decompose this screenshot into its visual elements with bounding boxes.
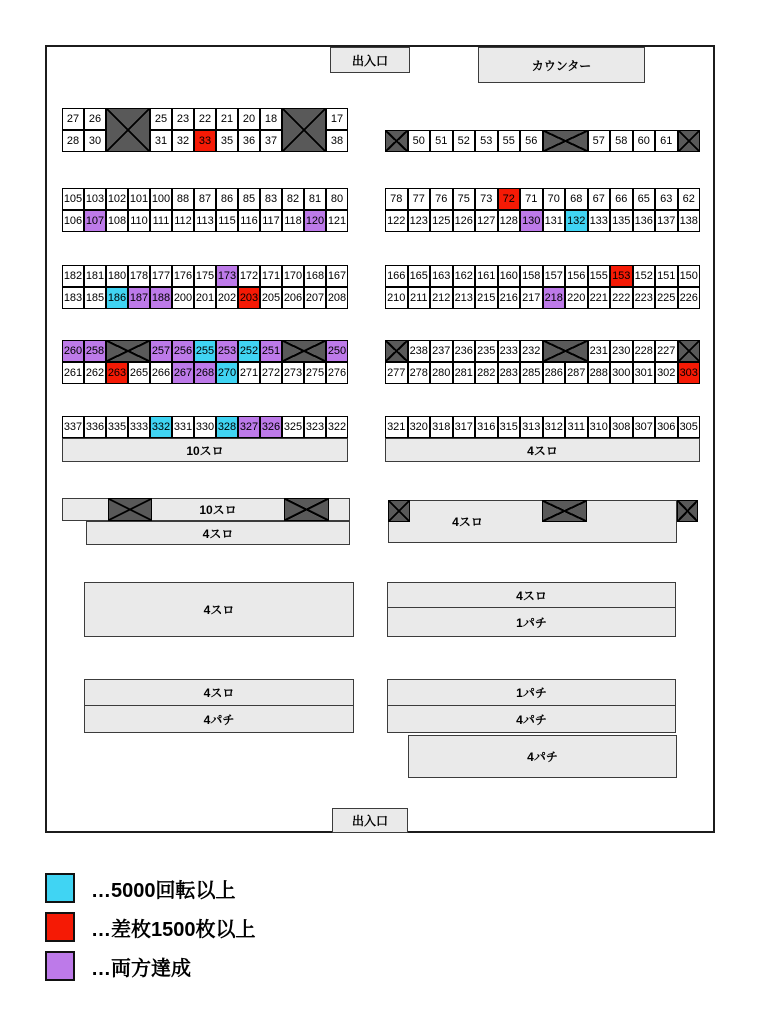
blocked-seat (543, 130, 588, 152)
seat-161: 161 (475, 265, 498, 287)
seat-52: 52 (453, 130, 476, 152)
seat-281: 281 (453, 362, 476, 384)
entrance-top (330, 47, 410, 73)
seat-331: 331 (172, 416, 194, 438)
seat-156: 156 (565, 265, 588, 287)
seat-110: 110 (128, 210, 150, 232)
seat-320: 320 (408, 416, 431, 438)
seat-37: 37 (260, 130, 282, 152)
seat-86: 86 (216, 188, 238, 210)
band-4slot-lower-right-label: 4スロ (516, 588, 547, 603)
seat-318: 318 (430, 416, 453, 438)
seat-18: 18 (260, 108, 282, 130)
seat-150: 150 (678, 265, 701, 287)
seat-80: 80 (326, 188, 348, 210)
seat-220: 220 (565, 287, 588, 309)
seat-102: 102 (106, 188, 128, 210)
seat-316: 316 (475, 416, 498, 438)
seat-158: 158 (520, 265, 543, 287)
band-4pachi-lower2-right-label: 4パチ (516, 712, 547, 727)
seat-227: 227 (655, 340, 678, 362)
seat-221: 221 (588, 287, 611, 309)
seat-31: 31 (150, 130, 172, 152)
seat-63: 63 (655, 188, 678, 210)
seat-213: 213 (453, 287, 476, 309)
seat-305: 305 (678, 416, 701, 438)
seat-170: 170 (282, 265, 304, 287)
band-4pachi-bottom (408, 735, 677, 778)
band-4slot-row5-right (385, 438, 700, 462)
seat-250: 250 (326, 340, 348, 362)
seat-207: 207 (304, 287, 326, 309)
seat-132: 132 (565, 210, 588, 232)
seat-280: 280 (430, 362, 453, 384)
seat-263: 263 (106, 362, 128, 384)
seat-205: 205 (260, 287, 282, 309)
band-1pachi-lower-right (387, 607, 676, 637)
seat-127: 127 (475, 210, 498, 232)
seat-167: 167 (326, 265, 348, 287)
seat-113: 113 (194, 210, 216, 232)
legend-label: …5000回転以上 (91, 879, 236, 902)
band-4slot-mid-left (86, 521, 350, 545)
seat-120: 120 (304, 210, 326, 232)
seat-72: 72 (498, 188, 521, 210)
seat-258: 258 (84, 340, 106, 362)
seat-188: 188 (150, 287, 172, 309)
seat-172: 172 (238, 265, 260, 287)
counter (478, 47, 645, 83)
band-1pachi-lower2-right (387, 679, 676, 706)
entrance-bottom-label: 出入口 (351, 814, 388, 828)
seat-152: 152 (633, 265, 656, 287)
seat-286: 286 (543, 362, 566, 384)
seat-310: 310 (588, 416, 611, 438)
seat-22: 22 (194, 108, 216, 130)
seat-151: 151 (655, 265, 678, 287)
seat-162: 162 (453, 265, 476, 287)
seat-211: 211 (408, 287, 431, 309)
seat-181: 181 (84, 265, 106, 287)
entrance-top-label: 出入口 (351, 53, 388, 68)
legend-swatch-cyan (45, 873, 75, 903)
seat-328: 328 (216, 416, 238, 438)
blocked-box (388, 500, 410, 522)
seat-178: 178 (128, 265, 150, 287)
entrance-bottom (332, 808, 408, 833)
seat-300: 300 (610, 362, 633, 384)
seat-32: 32 (172, 130, 194, 152)
seat-50: 50 (408, 130, 431, 152)
seat-276: 276 (326, 362, 348, 384)
seat-235: 235 (475, 340, 498, 362)
seat-106: 106 (62, 210, 84, 232)
seat-302: 302 (655, 362, 678, 384)
seat-77: 77 (408, 188, 431, 210)
seat-326: 326 (260, 416, 282, 438)
seat-333: 333 (128, 416, 150, 438)
seat-216: 216 (498, 287, 521, 309)
seat-105: 105 (62, 188, 84, 210)
seat-163: 163 (430, 265, 453, 287)
seat-273: 273 (282, 362, 304, 384)
seat-131: 131 (543, 210, 566, 232)
seat-121: 121 (326, 210, 348, 232)
seat-166: 166 (385, 265, 408, 287)
seat-135: 135 (610, 210, 633, 232)
seat-57: 57 (588, 130, 611, 152)
seat-322: 322 (326, 416, 348, 438)
legend-item-cyan (45, 873, 256, 903)
seat-103: 103 (84, 188, 106, 210)
seat-282: 282 (475, 362, 498, 384)
seat-71: 71 (520, 188, 543, 210)
seat-73: 73 (475, 188, 498, 210)
seat-226: 226 (678, 287, 701, 309)
seat-116: 116 (238, 210, 260, 232)
seat-70: 70 (543, 188, 566, 210)
seat-185: 185 (84, 287, 106, 309)
band-4slot-mid-left-label: 4スロ (202, 526, 234, 541)
seat-315: 315 (498, 416, 521, 438)
seat-303: 303 (678, 362, 701, 384)
seat-255: 255 (194, 340, 216, 362)
legend-label: …差枚1500枚以上 (91, 918, 256, 941)
seat-275: 275 (304, 362, 326, 384)
seat-186: 186 (106, 287, 128, 309)
seat-51: 51 (430, 130, 453, 152)
seat-256: 256 (172, 340, 194, 362)
legend (45, 873, 256, 981)
seat-321: 321 (385, 416, 408, 438)
blocked-seat (543, 340, 588, 362)
seat-61: 61 (655, 130, 678, 152)
seat-183: 183 (62, 287, 84, 309)
seat-117: 117 (260, 210, 282, 232)
band-4slot-lower-left-label: 4スロ (203, 603, 235, 617)
band-10slot-row5-left-label: 10スロ (186, 443, 224, 458)
seat-85: 85 (238, 188, 260, 210)
seat-268: 268 (194, 362, 216, 384)
seat-23: 23 (172, 108, 194, 130)
seat-200: 200 (172, 287, 194, 309)
seat-118: 118 (282, 210, 304, 232)
seat-187: 187 (128, 287, 150, 309)
seat-160: 160 (498, 265, 521, 287)
seat-237: 237 (430, 340, 453, 362)
seat-323: 323 (304, 416, 326, 438)
band-4pachi-bottom-label: 4パチ (527, 750, 558, 764)
seat-265: 265 (128, 362, 150, 384)
seat-88: 88 (172, 188, 194, 210)
seat-137: 137 (655, 210, 678, 232)
seat-81: 81 (304, 188, 326, 210)
seat-111: 111 (150, 210, 172, 232)
seat-232: 232 (520, 340, 543, 362)
seat-157: 157 (543, 265, 566, 287)
seat-215: 215 (475, 287, 498, 309)
seat-317: 317 (453, 416, 476, 438)
band-10slot-mid-left-label: 10スロ (199, 503, 237, 517)
seat-27: 27 (62, 108, 84, 130)
band-10slot-row5-left (62, 438, 348, 462)
seat-228: 228 (633, 340, 656, 362)
seat-126: 126 (453, 210, 476, 232)
seat-236: 236 (453, 340, 476, 362)
blocked-seat (282, 108, 326, 152)
seat-153: 153 (610, 265, 633, 287)
band-1pachi-lower2-right-label: 1パチ (516, 686, 547, 700)
band-4slot-row5-right-label: 4スロ (527, 443, 558, 458)
seat-171: 171 (260, 265, 282, 287)
seat-75: 75 (453, 188, 476, 210)
seat-101: 101 (128, 188, 150, 210)
seat-56: 56 (520, 130, 543, 152)
seat-26: 26 (84, 108, 106, 130)
seat-68: 68 (565, 188, 588, 210)
band-4slot-mid-right (388, 500, 677, 543)
seat-267: 267 (172, 362, 194, 384)
seat-252: 252 (238, 340, 260, 362)
blocked-seat (282, 340, 326, 362)
seat-312: 312 (543, 416, 566, 438)
seat-301: 301 (633, 362, 656, 384)
legend-label: …両方達成 (91, 957, 191, 980)
seat-125: 125 (430, 210, 453, 232)
legend-swatch-red (45, 912, 75, 942)
seat-257: 257 (150, 340, 172, 362)
seat-83: 83 (260, 188, 282, 210)
seat-208: 208 (326, 287, 348, 309)
band-1pachi-lower-right-label: 1パチ (516, 615, 547, 630)
legend-item-red (45, 912, 256, 942)
seat-266: 266 (150, 362, 172, 384)
seat-223: 223 (633, 287, 656, 309)
seat-202: 202 (216, 287, 238, 309)
counter-label: カウンター (531, 58, 592, 73)
seat-230: 230 (610, 340, 633, 362)
seat-130: 130 (520, 210, 543, 232)
seat-288: 288 (588, 362, 611, 384)
seat-260: 260 (62, 340, 84, 362)
seat-17: 17 (326, 108, 348, 130)
band-4slot-lower2-left (84, 679, 354, 706)
seat-285: 285 (520, 362, 543, 384)
seat-58: 58 (610, 130, 633, 152)
seat-65: 65 (633, 188, 656, 210)
seat-122: 122 (385, 210, 408, 232)
seat-270: 270 (216, 362, 238, 384)
seat-306: 306 (655, 416, 678, 438)
seat-38: 38 (326, 130, 348, 152)
band-4slot-lower2-left-label: 4スロ (203, 686, 235, 700)
seat-30: 30 (84, 130, 106, 152)
seat-180: 180 (106, 265, 128, 287)
seat-165: 165 (408, 265, 431, 287)
blocked-seat (385, 130, 408, 152)
seat-82: 82 (282, 188, 304, 210)
blocked-box (108, 498, 152, 521)
seat-218: 218 (543, 287, 566, 309)
band-4pachi-lower2-left (84, 705, 354, 733)
blocked-seat (678, 130, 701, 152)
blocked-seat (678, 340, 701, 362)
seat-222: 222 (610, 287, 633, 309)
legend-item-purple (45, 951, 256, 981)
seat-182: 182 (62, 265, 84, 287)
seat-272: 272 (260, 362, 282, 384)
seat-335: 335 (106, 416, 128, 438)
seat-327: 327 (238, 416, 260, 438)
seat-173: 173 (216, 265, 238, 287)
seat-307: 307 (633, 416, 656, 438)
blocked-seat (106, 108, 150, 152)
seat-107: 107 (84, 210, 106, 232)
seat-33: 33 (194, 130, 216, 152)
seat-337: 337 (62, 416, 84, 438)
seat-217: 217 (520, 287, 543, 309)
seat-231: 231 (588, 340, 611, 362)
band-4slot-lower-right (387, 582, 676, 608)
seat-261: 261 (62, 362, 84, 384)
seat-336: 336 (84, 416, 106, 438)
seat-25: 25 (150, 108, 172, 130)
seat-253: 253 (216, 340, 238, 362)
blocked-seat (385, 340, 408, 362)
seat-277: 277 (385, 362, 408, 384)
seat-308: 308 (610, 416, 633, 438)
blocked-box (542, 500, 587, 522)
blocked-box (677, 500, 698, 522)
seat-176: 176 (172, 265, 194, 287)
seat-36: 36 (238, 130, 260, 152)
band-4slot-mid-right-label: 4スロ (452, 515, 483, 529)
seat-313: 313 (520, 416, 543, 438)
blocked-seat (106, 340, 150, 362)
seat-201: 201 (194, 287, 216, 309)
seat-55: 55 (498, 130, 521, 152)
seat-225: 225 (655, 287, 678, 309)
seat-28: 28 (62, 130, 84, 152)
seat-133: 133 (588, 210, 611, 232)
seat-108: 108 (106, 210, 128, 232)
seat-206: 206 (282, 287, 304, 309)
band-4slot-lower-left (84, 582, 354, 637)
seat-138: 138 (678, 210, 701, 232)
seat-177: 177 (150, 265, 172, 287)
seat-100: 100 (150, 188, 172, 210)
seat-35: 35 (216, 130, 238, 152)
seat-155: 155 (588, 265, 611, 287)
seat-115: 115 (216, 210, 238, 232)
seat-233: 233 (498, 340, 521, 362)
blocked-box (284, 498, 329, 521)
seat-251: 251 (260, 340, 282, 362)
seat-332: 332 (150, 416, 172, 438)
seat-330: 330 (194, 416, 216, 438)
seat-325: 325 (282, 416, 304, 438)
seat-210: 210 (385, 287, 408, 309)
seat-60: 60 (633, 130, 656, 152)
seat-21: 21 (216, 108, 238, 130)
seat-128: 128 (498, 210, 521, 232)
seat-287: 287 (565, 362, 588, 384)
seat-53: 53 (475, 130, 498, 152)
band-4pachi-lower2-left-label: 4パチ (203, 712, 235, 727)
seat-136: 136 (633, 210, 656, 232)
seat-168: 168 (304, 265, 326, 287)
seat-271: 271 (238, 362, 260, 384)
seat-76: 76 (430, 188, 453, 210)
band-4pachi-lower2-right (387, 705, 676, 733)
seat-283: 283 (498, 362, 521, 384)
seat-278: 278 (408, 362, 431, 384)
seat-238: 238 (408, 340, 431, 362)
seat-175: 175 (194, 265, 216, 287)
seat-123: 123 (408, 210, 431, 232)
seat-311: 311 (565, 416, 588, 438)
seat-212: 212 (430, 287, 453, 309)
seat-203: 203 (238, 287, 260, 309)
seat-20: 20 (238, 108, 260, 130)
seat-262: 262 (84, 362, 106, 384)
seat-78: 78 (385, 188, 408, 210)
legend-swatch-purple (45, 951, 75, 981)
seat-112: 112 (172, 210, 194, 232)
seat-67: 67 (588, 188, 611, 210)
seat-62: 62 (678, 188, 701, 210)
seat-66: 66 (610, 188, 633, 210)
seat-87: 87 (194, 188, 216, 210)
